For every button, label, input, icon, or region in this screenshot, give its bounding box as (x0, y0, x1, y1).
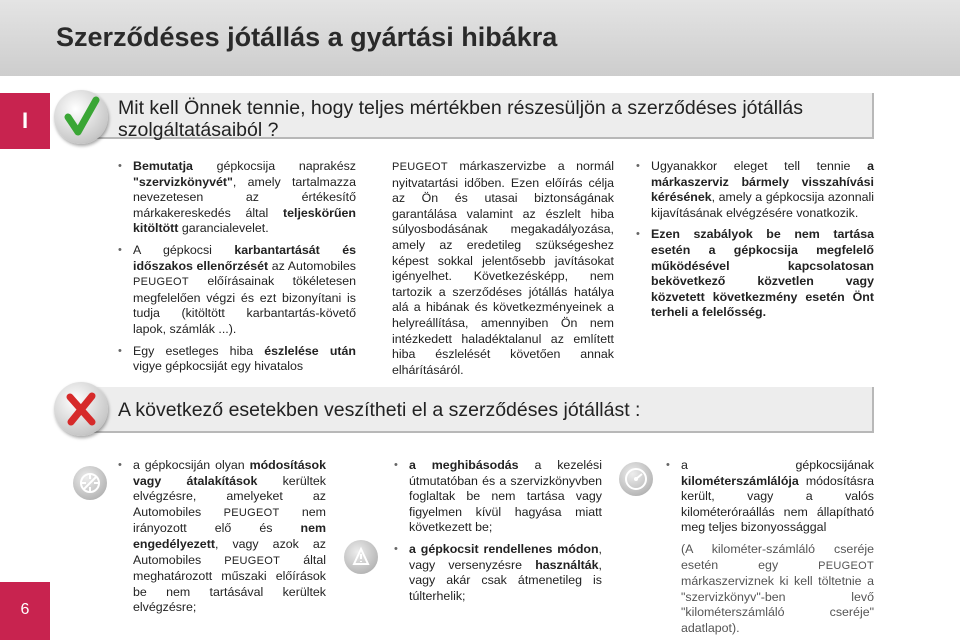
odometer-note: (A kilométer-számláló cseréje esetén egy PEUGEOT márkaszerviznek ki kell töltetnie a "szervizkönyv"-ben levő "kilométerszámláló cseréje" adatlapot). (681, 541, 874, 635)
requirements-column-1 (116, 159, 356, 381)
continuation-paragraph: PEUGEOT márkaszervizbe a normál nyitvatartási időben. Ezen előírás célja az Ön és utasai biztonságának garantálása valamint az észlelt hiba súlyosbodásának megakadályozása, amely az eredetileg szükségeshez képest sokkal jelentősebb javításokat igényelhet. Következésképp, nem tartozik a szerződéses jótállás hatálya alá a hibának és következményeinek a helyreállítása, amennyiben Ön nem intézkedett haladéktalanul az említett hiba észlelését követően annak elhárításáról. (392, 159, 614, 377)
loss-of-warranty-banner (84, 387, 874, 433)
requirements-column-3 (634, 159, 874, 327)
misuse-icon (344, 540, 378, 574)
loss-column-2 (392, 458, 602, 610)
loss-column-3 (664, 458, 874, 637)
list-item: • Ezen szabályok be nem tartása esetén a gépkocsija megfelelő működésével kapcsolatosan bekövetkező közvetlen vagy közvetett következmény esetén Önt terheli a felelősség. (634, 227, 874, 321)
modification-prohibited-icon (73, 466, 107, 500)
page-number: 6 (0, 582, 50, 640)
list-item: • a gépkocsiján olyan módosítások vagy átalakítások kerültek elvégzésre, amelyeket az Automobiles PEUGEOT nem irányozott elő és nem engedélyezett, vagy azok az Automobiles PEUGEOT által meghatározott műszaki előírások be nem tartásával kerültek elvégzésre; (116, 458, 326, 616)
requirements-banner (84, 93, 874, 139)
requirements-heading: Mit kell Önnek tennie, hogy teljes mértékben részesüljön a szerződéses jótállás szolgáltatásaiból ? (118, 97, 804, 141)
list-item: • Ugyanakkor eleget tell tennie a márkaszerviz bármely visszahívási kérésének, amely a gépkocsija azonnali kijavításának elvégzésére vonatkozik. (634, 159, 874, 221)
requirements-column-2 (392, 159, 614, 378)
list-item: • a meghibásodás a kezelési útmutatóban és a szervizkönyvben foglaltak be nem tartása vagy figyelmen kívül hagyása miatt következett be; (392, 458, 602, 536)
section-tab: I (0, 93, 50, 149)
checkmark-icon (54, 90, 108, 144)
list-item: • a gépkocsit rendellenes módon, vagy versenyzésre használták, vagy akár csak átmenetileg is túlterhelik; (392, 542, 602, 604)
list-item: • Egy esetleges hiba észlelése után vigye gépkocsiját egy hivatalos (116, 344, 356, 375)
odometer-icon (619, 462, 653, 496)
page-title: Szerződéses jótállás a gyártási hibákra (56, 22, 558, 52)
loss-of-warranty-heading: A következő esetekben veszítheti el a szerződéses jótállást : (118, 399, 641, 421)
loss-column-1 (116, 458, 326, 622)
list-item: • A gépkocsi karbantartását és időszakos ellenőrzését az Automobiles PEUGEOT előírásainak tökéletesen megfelelően végzi és ezt bizonyítani is tudja (kitöltött karbantartás-követő lapok, számlák ...). (116, 243, 356, 338)
list-item: • a gépkocsijának kilométerszámlálója módosításra került, vagy a valós kilométeróraállás nem állapítható meg teljes bizonyossággal (664, 458, 874, 536)
list-item: • Bemutatja gépkocsija naprakész "szervizkönyvét", amely tartalmazza nevezetesen az értékesítő márkakereskedés által teljeskörűen kitöltött garancialevelet. (116, 159, 356, 237)
cross-icon (54, 382, 108, 436)
